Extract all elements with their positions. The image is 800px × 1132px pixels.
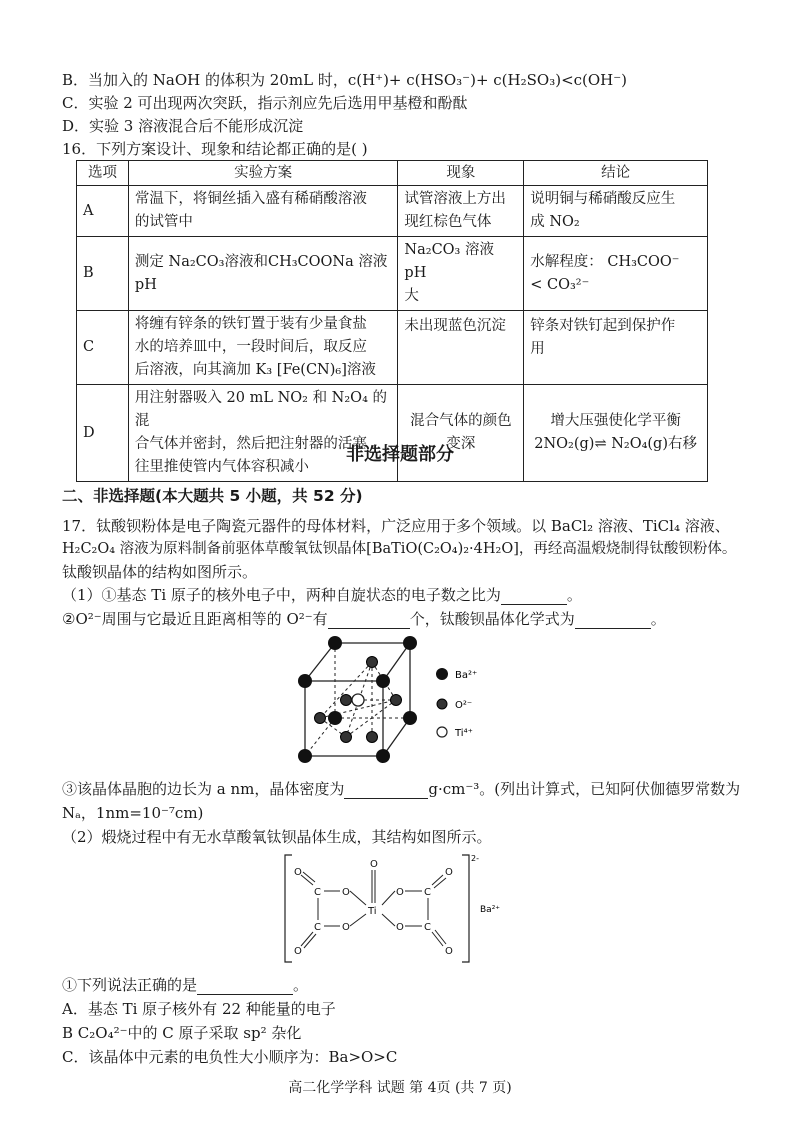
answer-blank[interactable] xyxy=(328,612,410,629)
question-16-stem: 16．下列方案设计、现象和结论都正确的是( ) xyxy=(62,140,368,158)
question-text: ③该晶体晶胞的边长为 a nm，晶体密度为 xyxy=(62,780,345,798)
question-text: g·cm⁻³。(列出计算式，已知阿伏伽德罗常数为 xyxy=(428,780,741,798)
row-phenomenon xyxy=(398,385,524,482)
q17-part1-3 xyxy=(62,779,740,799)
phenomenon-line: 未出现蓝色沉淀 xyxy=(404,318,506,334)
atom-o: O xyxy=(396,887,404,898)
phenomenon-line: 大 xyxy=(404,288,419,304)
question-text: （1）①基态 Ti 原子的核外电子中，两种自旋状态的电子数之比为 xyxy=(62,586,501,604)
plan-line: 合气体并密封，然后把注射器的活塞 xyxy=(134,436,367,452)
phenomenon-line: Na₂CO₃ 溶液 pH xyxy=(404,242,494,281)
plan-line: 将缠有锌条的铁钉置于装有少量食盐 xyxy=(134,316,367,332)
choice-b: B C₂O₄²⁻中的 C 原子采取 sp² 杂化 xyxy=(62,1024,302,1042)
brackets xyxy=(285,855,469,962)
question-text: 个，钛酸钡晶体化学式为 xyxy=(409,610,575,628)
row-plan xyxy=(128,385,398,482)
conclusion-line: 2NO₂(g)⇌ N₂O₄(g)右移 xyxy=(534,436,697,452)
phenomenon-line: 试管溶液上方出 xyxy=(404,191,506,207)
question-text: ①下列说法正确的是 xyxy=(62,976,198,994)
question-text: ②O²⁻周围与它最近且距离相等的 O²⁻有 xyxy=(62,610,328,628)
q17-part1-3-note: Nₐ，1nm=10⁻⁷cm) xyxy=(62,804,204,822)
plan-line: 往里推使管内气体容积减小 xyxy=(134,459,309,475)
punctuation: 。 xyxy=(293,976,309,994)
row-option: D xyxy=(77,385,129,482)
plan-line: 测定 Na₂CO₃溶液和CH₃COONa 溶液 xyxy=(134,253,388,270)
section-title: 非选择题部分 xyxy=(346,444,454,465)
table-row xyxy=(77,385,708,482)
page-footer: 高二化学学科 试题 第 4页 (共 7 页) xyxy=(288,1080,512,1096)
conclusion-line: < CO₃²⁻ xyxy=(530,276,590,293)
plan-line: 用注射器吸入 20 mL NO₂ 和 N₂O₄ 的混 xyxy=(134,390,387,429)
option-c-text: C．实验 2 可出现两次突跃，指示剂应先后选用甲基橙和酚酞 xyxy=(62,94,468,112)
atom-ti: Ti xyxy=(368,906,377,917)
table-header-row xyxy=(77,161,708,186)
ti-legend-icon xyxy=(437,727,447,737)
ba-cation-label: Ba²⁺ xyxy=(480,905,501,915)
part-2-title: 二、非选择题(本大题共 5 小题，共 52 分) xyxy=(62,487,363,505)
row-phenomenon xyxy=(398,237,524,311)
atom-o: O xyxy=(370,859,378,870)
q17-intro-line: 17．钛酸钡粉体是电子陶瓷元器件的母体材料，广泛应用于多个领域。以 BaCl₂ 溶液、TiCl₄ 溶液、 xyxy=(62,517,730,535)
crystal-cell-figure xyxy=(290,628,510,776)
row-conclusion xyxy=(524,311,708,385)
answer-blank[interactable] xyxy=(344,782,428,799)
plan-line: 常温下，将铜丝插入盛有稀硝酸溶液 xyxy=(134,191,367,207)
choice-c: C．该晶体中元素的电负性大小顺序为：Ba>O>C xyxy=(62,1048,398,1066)
conclusion-line: 成 NO₂ xyxy=(530,214,580,230)
o-legend-icon xyxy=(437,699,447,709)
atom-o: O xyxy=(396,922,404,933)
table-row xyxy=(77,237,708,311)
table-row xyxy=(77,311,708,385)
q17-intro-line: 钛酸钡晶体的结构如图所示。 xyxy=(62,563,258,581)
answer-blank[interactable] xyxy=(575,612,651,629)
row-phenomenon xyxy=(398,311,524,385)
punctuation: 。 xyxy=(650,610,666,628)
row-conclusion xyxy=(524,237,708,311)
option-b-text: B．当加入的 NaOH 的体积为 20mL 时，c(H⁺)+ c(HSO₃⁻)+ c(H₂SO₃)<c(OH⁻) xyxy=(62,71,628,89)
legend xyxy=(436,668,477,739)
header-option: 选项 xyxy=(77,161,129,186)
atom-o: O xyxy=(445,867,453,878)
row-phenomenon xyxy=(398,186,524,237)
row-option: A xyxy=(77,186,129,237)
atom-c: C xyxy=(314,887,321,898)
phenomenon-line: 混合气体的颜色 xyxy=(410,413,512,429)
answer-blank[interactable] xyxy=(501,588,567,605)
q17-part2-stem: （2）煅烧过程中有无水草酸氧钛钡晶体生成，其结构如图所示。 xyxy=(62,828,492,846)
o-legend-label: O²⁻ xyxy=(455,700,473,711)
atom-o: O xyxy=(294,867,302,878)
row-plan xyxy=(128,186,398,237)
plan-line: 水的培养皿中，一段时间后，取反应 xyxy=(134,339,367,355)
question-16-table xyxy=(76,160,708,482)
option-d-text: D．实验 3 溶液混合后不能形成沉淀 xyxy=(62,117,304,135)
conclusion-line: 水解程度： CH₃COO⁻ xyxy=(530,253,680,270)
atom-o: O xyxy=(294,946,302,957)
punctuation: 。 xyxy=(566,586,582,604)
row-option: C xyxy=(77,311,129,385)
row-plan xyxy=(128,237,398,311)
plan-line: 后溶液，向其滴加 K₃ [Fe(CN)₆]溶液 xyxy=(134,362,376,378)
oxalate-structure-figure xyxy=(280,850,520,968)
conclusion-line: 说明铜与稀硝酸反应生 xyxy=(530,191,676,207)
ti-legend-label: Ti⁴⁺ xyxy=(455,728,473,739)
ba-legend-label: Ba²⁺ xyxy=(455,670,478,681)
table-row xyxy=(77,186,708,237)
atom-c: C xyxy=(424,922,431,933)
answer-blank[interactable] xyxy=(197,978,293,995)
phenomenon-line: 变深 xyxy=(446,436,476,452)
charge-label: 2- xyxy=(471,854,479,863)
q17-part1-2 xyxy=(62,609,666,629)
ti-ion xyxy=(352,694,364,706)
conclusion-line: 用 xyxy=(530,341,545,357)
plan-line: 的试管中 xyxy=(134,214,193,230)
atom-c: C xyxy=(314,922,321,933)
row-option: B xyxy=(77,237,129,311)
phenomenon-line: 现红棕色气体 xyxy=(404,214,492,230)
atom-c: C xyxy=(424,887,431,898)
choice-a: A．基态 Ti 原子核外有 22 种能量的电子 xyxy=(62,1000,336,1018)
header-conclusion: 结论 xyxy=(524,161,708,186)
q17-intro-line: H₂C₂O₄ 溶液为原料制备前驱体草酸氧钛钡晶体[BaTiO(C₂O₄)₂·4H₂O]，再经高温煅烧制得钛酸钡粉体。 xyxy=(62,541,737,557)
row-plan xyxy=(128,311,398,385)
conclusion-line: 锌条对铁钉起到保护作 xyxy=(530,318,676,334)
atom-o: O xyxy=(445,946,453,957)
conclusion-line: 增大压强使化学平衡 xyxy=(550,413,681,429)
atom-o: O xyxy=(342,887,350,898)
q17-part1-1 xyxy=(62,585,582,605)
q17-part2-1 xyxy=(62,975,308,995)
ba-legend-icon xyxy=(436,668,448,680)
header-plan: 实验方案 xyxy=(128,161,398,186)
row-conclusion xyxy=(524,186,708,237)
plan-line: pH xyxy=(134,276,157,293)
atom-o: O xyxy=(342,922,350,933)
row-conclusion xyxy=(524,385,708,482)
header-phenomenon: 现象 xyxy=(398,161,524,186)
